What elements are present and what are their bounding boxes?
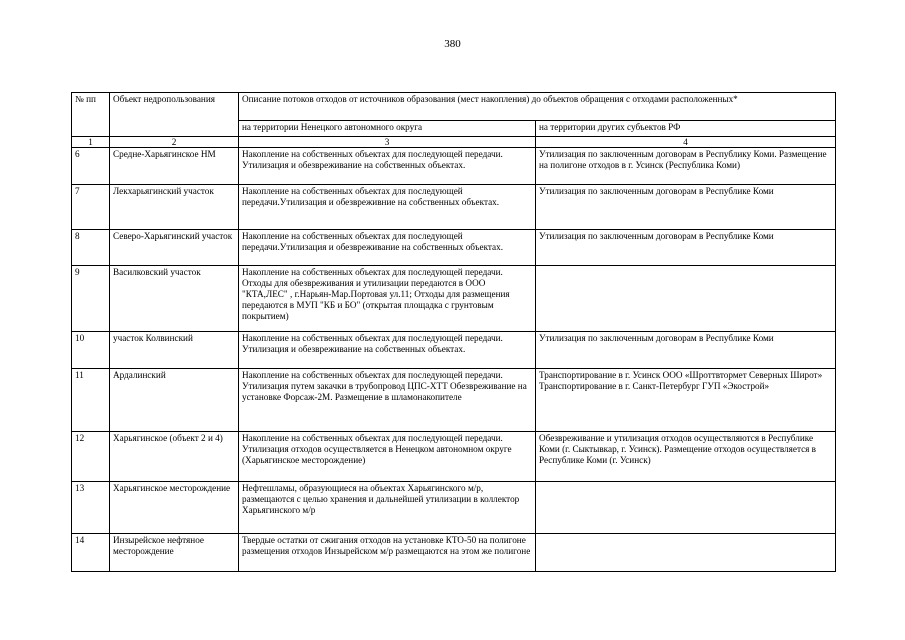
header-row [72, 93, 836, 121]
row-object: Харьягинское месторождение [110, 482, 239, 534]
row-num: 13 [72, 482, 110, 534]
row-nenets: Накопление на собственных объектах для последующей передачи.Утилизация и обезвреживание на собственных объектах. [239, 230, 536, 266]
index-row [72, 137, 836, 148]
row-nenets: Накопление на собственных объектах для последующей передачи. Утилизация путем закачки в трубопровод ЦПС-ХТТ Обезвреживание на установке Форсаж-2М. Размещение в шламонакопителе [239, 369, 536, 432]
row-other [536, 482, 836, 534]
row-other: Обезвреживание и утилизация отходов осуществляются в Республике Коми (г. Сыктывкар, г. Усинск). Размещение отходов осуществляется в Республике Коми (г. Усинск) [536, 432, 836, 482]
row-nenets: Накопление на собственных объектах для последующей передачи. Утилизация отходов осуществляется в Ненецком автономном округе (Харьягинское месторождение) [239, 432, 536, 482]
table-row [72, 369, 836, 432]
row-other [536, 534, 836, 572]
table-row [72, 534, 836, 572]
row-object: участок Колвинский [110, 332, 239, 369]
row-num: 8 [72, 230, 110, 266]
row-other: Транспортирование в г. Усинск ООО «Шроттвтормет Северных Широт» Транспортирование в г. Санкт-Петербург ГУП «Экострой» [536, 369, 836, 432]
header-description: Описание потоков отходов от источников образования (мест накопления) до объектов обращения с отходами расположенных* [239, 93, 836, 121]
row-num: 9 [72, 266, 110, 332]
table-row [72, 230, 836, 266]
index-cell: 1 [72, 137, 110, 148]
table-row [72, 148, 836, 185]
row-object: Инзырейское нефтяное месторождение [110, 534, 239, 572]
row-nenets: Накопление на собственных объектах для последующей передачи. Утилизация и обезвреживание на собственных объектах. [239, 148, 536, 185]
row-num: 11 [72, 369, 110, 432]
table-row [72, 332, 836, 369]
waste-flow-table [71, 92, 836, 572]
row-object: Харьягинское (объект 2 и 4) [110, 432, 239, 482]
row-object: Лекхарьягинский участок [110, 185, 239, 230]
row-object: Ардалинский [110, 369, 239, 432]
row-other: Утилизация по заключенным договорам в Республике Коми [536, 332, 836, 369]
row-nenets: Нефтешламы, образующиеся на объектах Харьягинского м/р, размещаются с целью хранения и дальнейшей утилизации в коллектор Харьягинского м/р [239, 482, 536, 534]
row-num: 7 [72, 185, 110, 230]
page-number: 380 [444, 38, 461, 50]
row-nenets: Накопление на собственных объектах для последующей передачи.Утилизация и обезвреживние на собственных объектах. [239, 185, 536, 230]
row-other: Утилизация по заключенным договорам в Республике Коми [536, 185, 836, 230]
row-num: 6 [72, 148, 110, 185]
table-row [72, 432, 836, 482]
row-object: Василковский участок [110, 266, 239, 332]
row-nenets: Накопление на собственных объектах для последующей передачи. Отходы для обезвреживания и утилизации передаются в ООО "КТА,ЛЕС" , г.Нарьян-Мар.Портовая ул.11; Отходы для размещения передаются в МУП "КБ и БО" (открытая площадка с грунтовым покрытием) [239, 266, 536, 332]
index-cell: 3 [239, 137, 536, 148]
table-row [72, 266, 836, 332]
row-num: 12 [72, 432, 110, 482]
table-row [72, 482, 836, 534]
row-other [536, 266, 836, 332]
row-nenets: Твердые остатки от сжигания отходов на установке КТО-50 на полигоне размещения отходов Инзырейском м/р размещаются на этом же полигоне [239, 534, 536, 572]
table-row [72, 185, 836, 230]
header-object: Объект недропользования [110, 93, 239, 137]
header-num: № пп [72, 93, 110, 137]
index-cell: 4 [536, 137, 836, 148]
header-other: на территории других субъектов РФ [536, 121, 836, 137]
row-num: 14 [72, 534, 110, 572]
row-object: Средне-Харьягинское НМ [110, 148, 239, 185]
index-cell: 2 [110, 137, 239, 148]
row-nenets: Накопление на собственных объектах для последующей передачи. Утилизация и обезвреживание на собственных объектах. [239, 332, 536, 369]
row-object: Северо-Харьягинский участок [110, 230, 239, 266]
row-other: Утилизация по заключенным договорам в Республике Коми [536, 230, 836, 266]
row-num: 10 [72, 332, 110, 369]
header-nenets: на территории Ненецкого автономного округа [239, 121, 536, 137]
row-other: Утилизация по заключенным договорам в Республику Коми. Размещение на полигоне отходов в г. Усинск (Республика Коми) [536, 148, 836, 185]
